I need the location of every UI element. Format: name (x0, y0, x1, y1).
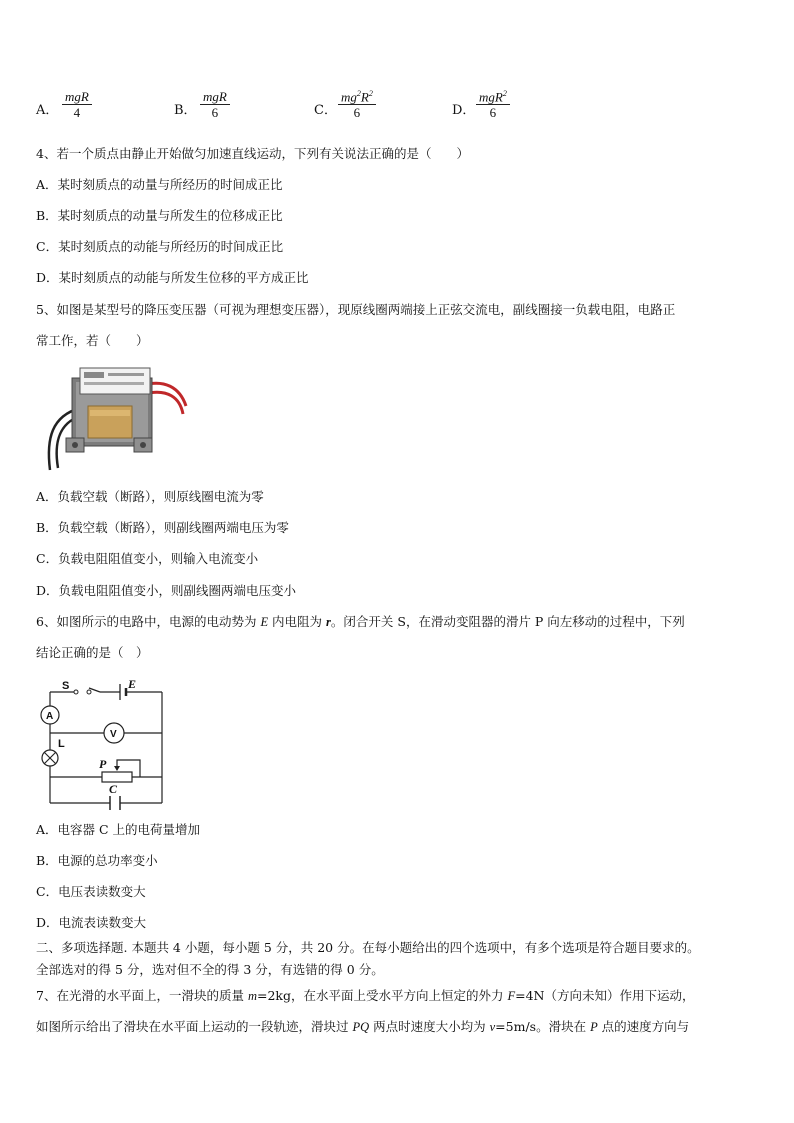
q3-option-d-fraction (476, 86, 510, 120)
q5-option-a: A．负载空载（断路），则原线圈电流为零 (36, 489, 264, 504)
q3-option-a-fraction (62, 89, 92, 120)
q4-option-a: A．某时刻质点的动量与所经历的时间成正比 (36, 177, 283, 192)
q3-option-c-fraction (338, 86, 376, 120)
q3-option-d-numerator: mgR$^2$ (476, 86, 510, 105)
q3-option-b-denominator: 6 (211, 105, 219, 120)
circuit-label-c: C (109, 782, 118, 796)
q3-option-b-letter: B． (174, 103, 197, 118)
q3-option-b-numerator: mgR (200, 89, 230, 105)
circuit-label-l: L (58, 738, 65, 750)
section2-intro-line1: 二、多项选择题. 本题共 4 小题，每小题 5 分，共 20 分。在每小题给出的四个选项中，有多个选项是符合题目要求的。 (36, 940, 700, 955)
circuit-label-e: E (128, 677, 137, 691)
circuit-label-p: P (99, 757, 107, 771)
q3-option-d-denominator: 6 (489, 105, 497, 121)
q5-option-b: B．负载空载（断路），则副线圈两端电压为零 (36, 520, 289, 535)
circuit-diagram (36, 676, 171, 810)
circuit-label-a: A (46, 711, 54, 722)
q3-option-c-letter: C． (314, 103, 337, 118)
q4-stem: 4、若一个质点由静止开始做匀加速直线运动，下列有关说法正确的是（ ） (36, 146, 469, 161)
q6-option-b: B．电源的总功率变小 (36, 853, 158, 868)
q5-stem-line1: 5、如图是某型号的降压变压器（可视为理想变压器），现原线圈两端接上正弦交流电，副线圈接一负载电阻，电路正 (36, 302, 676, 317)
q3-option-a-numerator: mgR (62, 89, 92, 105)
q3-option-c-numerator: $mg^2R^2$ (338, 86, 376, 105)
q6-option-d: D．电流表读数变大 (36, 915, 147, 930)
q3-option-d-letter: D． (452, 103, 476, 118)
q3-option-a-letter: A． (36, 103, 59, 118)
q6-stem-line2: 结论正确的是（ ） (36, 645, 149, 660)
q6-option-a: A．电容器 C 上的电荷量增加 (36, 822, 201, 837)
circuit-label-s: S (62, 680, 70, 692)
q6-option-c: C．电压表读数变大 (36, 884, 146, 899)
q7-line1: 7、在光滑的水平面上，一滑块的质量 m=2kg，在水平面上受水平方向上恒定的外力 F=4N（方向未知）作用下运动， (36, 988, 695, 1003)
section2-intro-line2: 全部选对的得 5 分，选对但不全的得 3 分，有选错的得 0 分。 (36, 962, 384, 977)
q4-option-c: C．某时刻质点的动能与所经历的时间成正比 (36, 239, 284, 254)
q5-stem-line2: 常工作，若（ ） (36, 333, 149, 348)
q7-line2: 如图所示给出了滑块在水平面上运动的一段轨迹，滑块过 PQ 两点时速度大小均为 v=5m/s。滑块在 P 点的速度方向与 (36, 1019, 690, 1034)
q3-option-b-fraction (200, 89, 230, 120)
q6-stem-line1: 6、如图所示的电路中，电源的电动势为 E 内电阻为 r。闭合开关 S，在滑动变阻器的滑片 P 向左移动的过程中，下列 (36, 614, 685, 629)
circuit-label-v: V (110, 729, 117, 740)
q3-option-c-denominator: 6 (353, 105, 361, 121)
q3-option-a-denominator: 4 (73, 105, 81, 120)
q5-option-d: D．负载电阻阻值变小，则副线圈两端电压变小 (36, 583, 297, 598)
q4-option-d: D．某时刻质点的动能与所发生位移的平方成正比 (36, 270, 309, 285)
q4-option-b: B．某时刻质点的动量与所发生的位移成正比 (36, 208, 283, 223)
q5-option-c: C．负载电阻阻值变小，则输入电流变小 (36, 551, 259, 566)
transformer-photo (40, 358, 190, 473)
